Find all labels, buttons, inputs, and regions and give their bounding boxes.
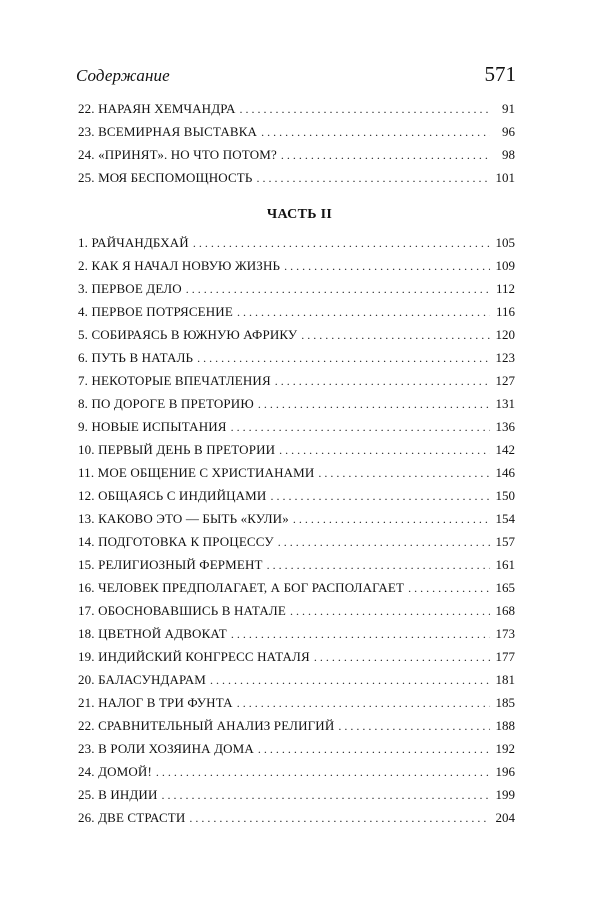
toc-entry-page: 177 xyxy=(495,649,515,664)
toc-entry-page: 112 xyxy=(495,281,515,296)
toc-entry-page: 120 xyxy=(495,327,515,342)
dot-leader xyxy=(193,232,490,255)
toc-entry-page: 204 xyxy=(495,810,515,825)
toc-entry xyxy=(78,783,515,806)
dot-leader xyxy=(267,554,490,577)
toc-entry-title: 12. ОБЩАЯСЬ С ИНДИЙЦАМИ xyxy=(78,488,267,503)
dot-leader xyxy=(261,121,490,144)
dot-leader xyxy=(281,144,490,167)
toc-entry-title: 22. СРАВНИТЕЛЬНЫЙ АНАЛИЗ РЕЛИГИЙ xyxy=(78,718,335,733)
toc-entry-page: 109 xyxy=(495,258,515,273)
toc-entry xyxy=(78,392,515,415)
toc-entry-title: 10. ПЕРВЫЙ ДЕНЬ В ПРЕТОРИИ xyxy=(78,442,276,457)
toc-entry-title: 25. МОЯ БЕСПОМОЩНОСТЬ xyxy=(78,170,253,185)
dot-leader xyxy=(284,255,490,278)
toc-entry xyxy=(78,645,515,668)
toc-entry-title: 7. НЕКОТОРЫЕ ВПЕЧАТЛЕНИЯ xyxy=(78,373,271,388)
dot-leader xyxy=(301,324,490,347)
toc-part2-list xyxy=(78,231,515,829)
toc-entry-title: 11. МОЕ ОБЩЕНИЕ С ХРИСТИАНАМИ xyxy=(78,465,315,480)
toc-entry xyxy=(78,231,515,254)
toc-entry xyxy=(78,507,515,530)
dot-leader xyxy=(156,761,490,784)
dot-leader xyxy=(231,416,490,439)
toc-entry xyxy=(78,484,515,507)
toc-entry-title: 21. НАЛОГ В ТРИ ФУНТА xyxy=(78,695,233,710)
running-header xyxy=(76,62,516,88)
toc-entry-title: 3. ПЕРВОЕ ДЕЛО xyxy=(78,281,182,296)
toc-entry-page: 173 xyxy=(495,626,515,641)
toc-entry xyxy=(78,599,515,622)
toc-entry-page: 165 xyxy=(495,580,515,595)
toc-entry xyxy=(78,737,515,760)
dot-leader xyxy=(239,98,490,121)
toc-entry-page: 188 xyxy=(495,718,515,733)
toc-entry xyxy=(78,166,515,189)
page-number: 571 xyxy=(484,62,516,86)
toc-entry-page: 168 xyxy=(495,603,515,618)
toc-entry xyxy=(78,760,515,783)
toc-entry xyxy=(78,369,515,392)
toc-entry-page: 91 xyxy=(502,101,515,116)
toc-entry-title: 15. РЕЛИГИОЗНЫЙ ФЕРМЕНТ xyxy=(78,557,263,572)
toc-entry-title: 4. ПЕРВОЕ ПОТРЯСЕНИЕ xyxy=(78,304,233,319)
toc-entry-title: 20. БАЛАСУНДАРАМ xyxy=(78,672,207,687)
toc-entry-title: 23. В РОЛИ ХОЗЯИНА ДОМА xyxy=(78,741,254,756)
dot-leader xyxy=(258,738,490,761)
toc-entry-title: 18. ЦВЕТНОЙ АДВОКАТ xyxy=(78,626,227,641)
toc-entry-page: 199 xyxy=(495,787,515,802)
toc-entry xyxy=(78,461,515,484)
dot-leader xyxy=(293,508,490,531)
toc-entry-page: 146 xyxy=(495,465,515,480)
toc-entry-page: 196 xyxy=(495,764,515,779)
toc-entry xyxy=(78,97,515,120)
toc-entry-page: 185 xyxy=(495,695,515,710)
toc-entry xyxy=(78,714,515,737)
toc-entry xyxy=(78,622,515,645)
toc-entry xyxy=(78,806,515,829)
toc-entry-title: 5. СОБИРАЯСЬ В ЮЖНУЮ АФРИКУ xyxy=(78,327,298,342)
toc-entry-page: 96 xyxy=(502,124,515,139)
toc-entry-page: 105 xyxy=(495,235,515,250)
toc-entry-page: 157 xyxy=(495,534,515,549)
toc-entry-title: 23. ВСЕМИРНАЯ ВЫСТАВКА xyxy=(78,124,258,139)
toc-entry-page: 181 xyxy=(495,672,515,687)
toc-entry-page: 101 xyxy=(495,170,515,185)
dot-leader xyxy=(186,278,490,301)
dot-leader xyxy=(197,347,490,370)
toc-entry xyxy=(78,691,515,714)
toc-entry-title: 8. ПО ДОРОГЕ В ПРЕТОРИЮ xyxy=(78,396,254,411)
dot-leader xyxy=(278,531,490,554)
toc-entry xyxy=(78,120,515,143)
toc-part1-list xyxy=(78,97,515,189)
toc-entry-title: 1. РАЙЧАНДБХАЙ xyxy=(78,235,189,250)
toc-entry-title: 13. КАКОВО ЭТО — БЫТЬ «КУЛИ» xyxy=(78,511,289,526)
toc-entry-title: 26. ДВЕ СТРАСТИ xyxy=(78,810,186,825)
toc-entry-page: 192 xyxy=(495,741,515,756)
toc-entry-title: 17. ОБОСНОВАВШИСЬ В НАТАЛЕ xyxy=(78,603,286,618)
dot-leader xyxy=(314,646,490,669)
section-title: Содержание xyxy=(76,66,170,85)
toc-entry xyxy=(78,143,515,166)
toc-entry-page: 150 xyxy=(495,488,515,503)
toc-entry xyxy=(78,438,515,461)
part-heading: ЧАСТЬ II xyxy=(266,207,333,222)
toc-entry xyxy=(78,254,515,277)
toc-entry-page: 131 xyxy=(495,396,515,411)
toc-entry xyxy=(78,323,515,346)
toc-entry-title: 9. НОВЫЕ ИСПЫТАНИЯ xyxy=(78,419,227,434)
toc-entry-page: 127 xyxy=(495,373,515,388)
dot-leader xyxy=(258,393,490,416)
toc-entry xyxy=(78,576,515,599)
toc-entry-title: 19. ИНДИЙСКИЙ КОНГРЕСС НАТАЛЯ xyxy=(78,649,310,664)
dot-leader xyxy=(290,600,490,623)
toc-entry xyxy=(78,553,515,576)
dot-leader xyxy=(338,715,490,738)
dot-leader xyxy=(237,692,490,715)
toc-entry-page: 116 xyxy=(495,304,515,319)
toc-entry-title: 14. ПОДГОТОВКА К ПРОЦЕССУ xyxy=(78,534,274,549)
dot-leader xyxy=(231,623,490,646)
toc-entry xyxy=(78,346,515,369)
dot-leader xyxy=(162,784,491,807)
toc-entry xyxy=(78,668,515,691)
toc-entry-title: 6. ПУТЬ В НАТАЛЬ xyxy=(78,350,194,365)
toc-entry xyxy=(78,277,515,300)
dot-leader xyxy=(279,439,490,462)
dot-leader xyxy=(257,167,490,190)
toc-entry-page: 136 xyxy=(495,419,515,434)
toc-entry xyxy=(78,300,515,323)
toc-entry-title: 24. ДОМОЙ! xyxy=(78,764,152,779)
dot-leader xyxy=(270,485,490,508)
dot-leader xyxy=(318,462,490,485)
dot-leader xyxy=(237,301,490,324)
toc-entry-title: 22. НАРАЯН ХЕМЧАНДРА xyxy=(78,101,236,116)
dot-leader xyxy=(408,577,490,600)
toc-entry-page: 142 xyxy=(495,442,515,457)
toc-entry-title: 2. КАК Я НАЧАЛ НОВУЮ ЖИЗНЬ xyxy=(78,258,281,273)
toc-entry xyxy=(78,415,515,438)
dot-leader xyxy=(275,370,490,393)
toc-entry-page: 154 xyxy=(495,511,515,526)
toc-entry-page: 98 xyxy=(502,147,515,162)
toc-entry-page: 123 xyxy=(495,350,515,365)
dot-leader xyxy=(189,807,490,830)
toc-entry-title: 16. ЧЕЛОВЕК ПРЕДПОЛАГАЕТ, А БОГ РАСПОЛАГАЕТ xyxy=(78,580,405,595)
toc-entry-page: 161 xyxy=(495,557,515,572)
toc-entry xyxy=(78,530,515,553)
dot-leader xyxy=(210,669,490,692)
toc-entry-title: 24. «ПРИНЯТ». НО ЧТО ПОТОМ? xyxy=(78,147,277,162)
toc-entry-title: 25. В ИНДИИ xyxy=(78,787,158,802)
